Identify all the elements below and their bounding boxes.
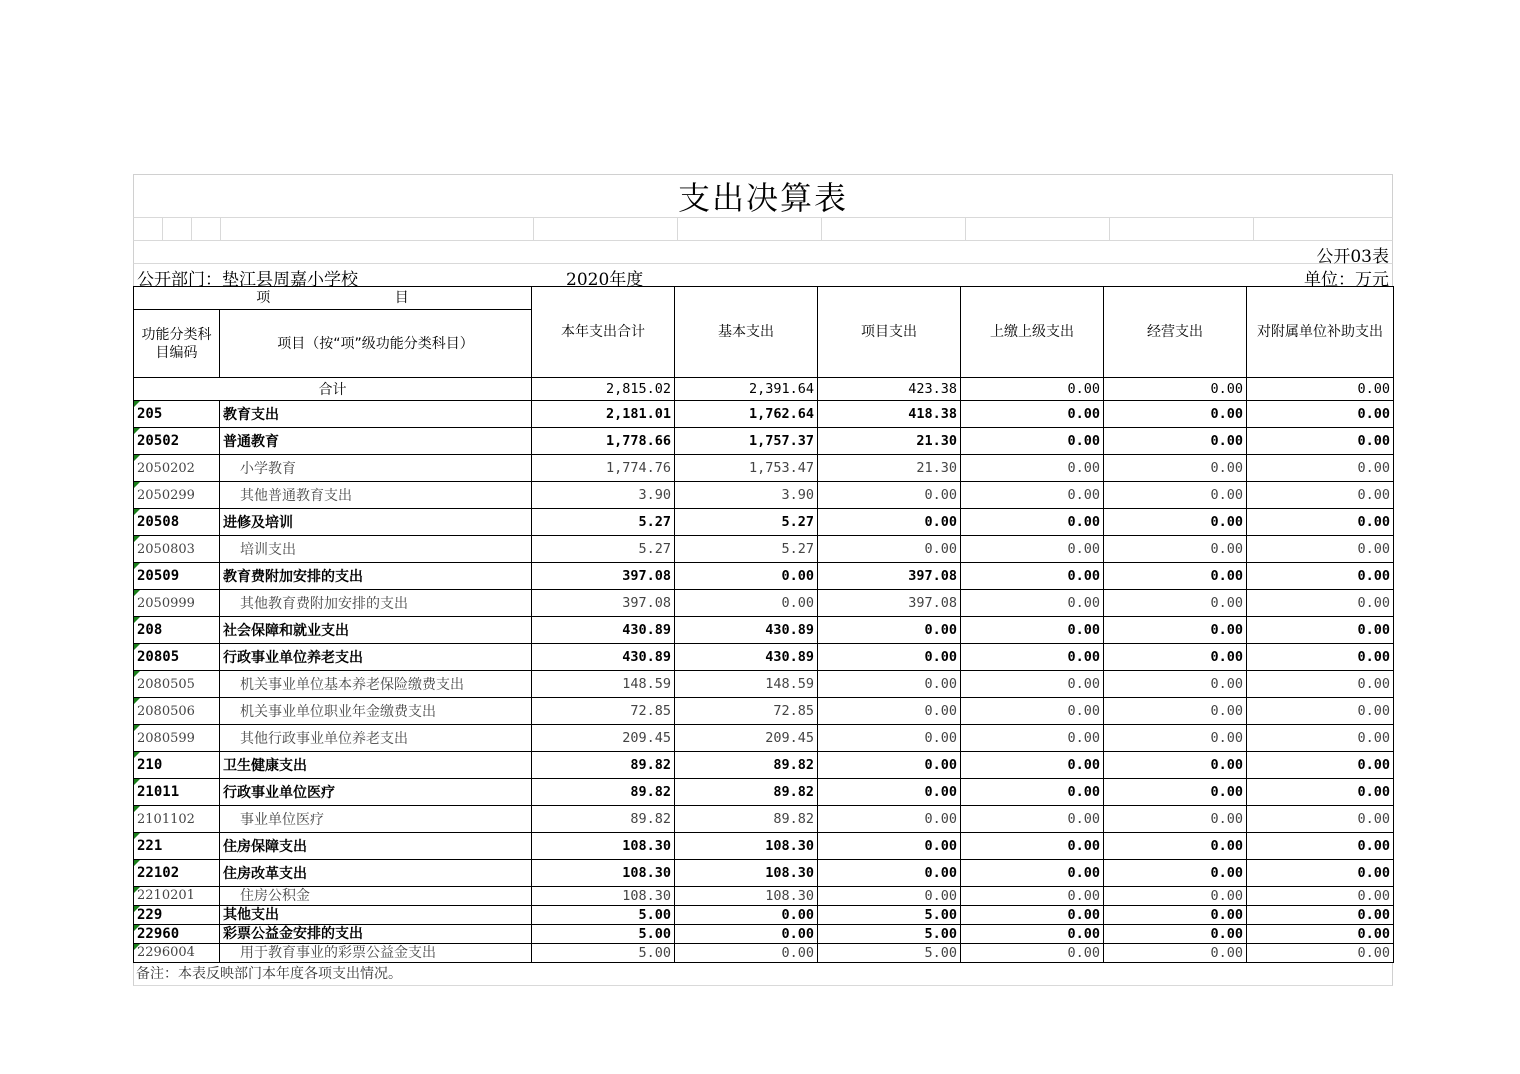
row-value: 0.00 — [1247, 644, 1394, 671]
row-value: 0.00 — [675, 563, 818, 590]
form-number: 公开03表 — [1316, 247, 1389, 267]
row-value: 0.00 — [1247, 698, 1394, 725]
row-value: 0.00 — [1247, 590, 1394, 617]
row-value: 0.00 — [818, 806, 961, 833]
row-value: 89.82 — [675, 779, 818, 806]
row-value: 0.00 — [1104, 482, 1247, 509]
row-value: 0.00 — [1247, 671, 1394, 698]
row-value: 0.00 — [818, 698, 961, 725]
row-value: 0.00 — [1104, 833, 1247, 860]
header-upper: 上缴上级支出 — [961, 287, 1104, 378]
row-value: 0.00 — [961, 401, 1104, 428]
table-row — [134, 671, 1394, 698]
row-name: 进修及培训 — [220, 509, 532, 536]
table-row — [134, 860, 1394, 887]
total-value: 0.00 — [1104, 378, 1247, 401]
header-name: 项目（按“项”级功能分类科目） — [220, 310, 532, 378]
row-name: 社会保障和就业支出 — [220, 617, 532, 644]
row-value: 0.00 — [1247, 860, 1394, 887]
row-value: 0.00 — [1104, 671, 1247, 698]
row-name: 机关事业单位职业年金缴费支出 — [220, 698, 532, 725]
row-value: 0.00 — [1104, 779, 1247, 806]
row-value: 0.00 — [961, 617, 1104, 644]
page-title: 支出决算表 — [677, 179, 848, 217]
header-subsidy: 对附属单位补助支出 — [1247, 287, 1394, 378]
row-value: 0.00 — [1104, 617, 1247, 644]
table-row — [134, 455, 1394, 482]
row-name: 行政事业单位养老支出 — [220, 644, 532, 671]
row-value: 0.00 — [1247, 401, 1394, 428]
row-name: 教育费附加安排的支出 — [220, 563, 532, 590]
row-name: 住房保障支出 — [220, 833, 532, 860]
row-name: 事业单位医疗 — [220, 806, 532, 833]
row-code: 210 — [134, 752, 220, 779]
row-code: 22960 — [134, 925, 220, 944]
row-value: 0.00 — [1247, 455, 1394, 482]
row-value: 397.08 — [532, 563, 675, 590]
row-name: 卫生健康支出 — [220, 752, 532, 779]
row-code: 22102 — [134, 860, 220, 887]
row-value: 0.00 — [818, 671, 961, 698]
row-code: 21011 — [134, 779, 220, 806]
header-code: 功能分类科目编码 — [134, 310, 220, 378]
row-name: 住房公积金 — [220, 887, 532, 906]
row-value: 430.89 — [532, 617, 675, 644]
row-value: 0.00 — [961, 887, 1104, 906]
row-name: 彩票公益金安排的支出 — [220, 925, 532, 944]
row-code: 205 — [134, 401, 220, 428]
row-code: 208 — [134, 617, 220, 644]
row-name: 小学教育 — [220, 455, 532, 482]
row-value: 0.00 — [1247, 509, 1394, 536]
row-value: 0.00 — [818, 725, 961, 752]
row-value: 430.89 — [532, 644, 675, 671]
row-value: 148.59 — [532, 671, 675, 698]
table-header — [134, 287, 1394, 378]
row-value: 0.00 — [818, 887, 961, 906]
table-row — [134, 644, 1394, 671]
row-name: 教育支出 — [220, 401, 532, 428]
row-value: 72.85 — [675, 698, 818, 725]
row-name: 其他支出 — [220, 906, 532, 925]
row-value: 2,181.01 — [532, 401, 675, 428]
row-value: 0.00 — [1247, 563, 1394, 590]
row-code: 2050803 — [134, 536, 220, 563]
row-value: 0.00 — [961, 671, 1104, 698]
row-name: 其他普通教育支出 — [220, 482, 532, 509]
table-row — [134, 833, 1394, 860]
row-value: 0.00 — [1247, 779, 1394, 806]
row-value: 0.00 — [961, 644, 1104, 671]
row-value: 0.00 — [1247, 428, 1394, 455]
row-value: 0.00 — [1247, 833, 1394, 860]
table-row — [134, 779, 1394, 806]
row-value: 0.00 — [961, 563, 1104, 590]
footnote: 备注：本表反映部门本年度各项支出情况。 — [133, 963, 1393, 986]
row-value: 0.00 — [818, 536, 961, 563]
row-value: 0.00 — [961, 925, 1104, 944]
table-row — [134, 752, 1394, 779]
table-row — [134, 925, 1394, 944]
row-value: 3.90 — [675, 482, 818, 509]
row-name: 行政事业单位医疗 — [220, 779, 532, 806]
row-code: 2080505 — [134, 671, 220, 698]
row-value: 0.00 — [961, 698, 1104, 725]
table-row — [134, 698, 1394, 725]
expenditure-table — [133, 286, 1394, 963]
row-value: 89.82 — [532, 779, 675, 806]
row-value: 430.89 — [675, 644, 818, 671]
row-value: 0.00 — [961, 482, 1104, 509]
row-value: 5.00 — [532, 906, 675, 925]
row-code: 2050202 — [134, 455, 220, 482]
row-value: 0.00 — [1104, 925, 1247, 944]
row-value: 0.00 — [961, 590, 1104, 617]
row-code: 2080506 — [134, 698, 220, 725]
row-value: 0.00 — [818, 509, 961, 536]
row-value: 430.89 — [675, 617, 818, 644]
row-code: 2050999 — [134, 590, 220, 617]
row-value: 0.00 — [1247, 617, 1394, 644]
total-row — [134, 378, 1394, 401]
table-row — [134, 428, 1394, 455]
row-value: 5.00 — [532, 925, 675, 944]
row-value: 0.00 — [961, 428, 1104, 455]
row-value: 0.00 — [1104, 563, 1247, 590]
row-value: 0.00 — [961, 833, 1104, 860]
row-code: 2101102 — [134, 806, 220, 833]
row-value: 0.00 — [1104, 509, 1247, 536]
row-value: 5.00 — [818, 944, 961, 963]
row-value: 0.00 — [1104, 428, 1247, 455]
spreadsheet-page — [133, 174, 1393, 986]
table-row — [134, 590, 1394, 617]
row-value: 209.45 — [532, 725, 675, 752]
row-value: 89.82 — [675, 806, 818, 833]
table-row — [134, 401, 1394, 428]
row-value: 0.00 — [1247, 906, 1394, 925]
row-value: 148.59 — [675, 671, 818, 698]
row-code: 20502 — [134, 428, 220, 455]
row-value: 397.08 — [532, 590, 675, 617]
row-value: 0.00 — [818, 860, 961, 887]
row-code: 20509 — [134, 563, 220, 590]
table-row — [134, 509, 1394, 536]
row-value: 0.00 — [1104, 536, 1247, 563]
row-value: 72.85 — [532, 698, 675, 725]
row-value: 89.82 — [532, 752, 675, 779]
row-name: 用于教育事业的彩票公益金支出 — [220, 944, 532, 963]
row-value: 5.27 — [675, 509, 818, 536]
row-value: 0.00 — [1104, 860, 1247, 887]
row-code: 2080599 — [134, 725, 220, 752]
row-value: 0.00 — [1247, 806, 1394, 833]
row-value: 1,778.66 — [532, 428, 675, 455]
table-row — [134, 563, 1394, 590]
header-basic: 基本支出 — [675, 287, 818, 378]
row-value: 0.00 — [818, 617, 961, 644]
row-name: 普通教育 — [220, 428, 532, 455]
header-xiangmu: 项 目 — [134, 287, 532, 310]
department-label: 公开部门：垫江县周嘉小学校 — [137, 270, 358, 290]
row-value: 0.00 — [961, 752, 1104, 779]
row-value: 89.82 — [675, 752, 818, 779]
row-value: 108.30 — [532, 860, 675, 887]
row-value: 0.00 — [1104, 725, 1247, 752]
row-code: 221 — [134, 833, 220, 860]
row-value: 0.00 — [1247, 887, 1394, 906]
row-value: 1,757.37 — [675, 428, 818, 455]
row-value: 0.00 — [818, 779, 961, 806]
row-value: 0.00 — [1104, 590, 1247, 617]
row-value: 0.00 — [675, 925, 818, 944]
row-value: 0.00 — [1104, 752, 1247, 779]
row-value: 21.30 — [818, 428, 961, 455]
row-value: 0.00 — [1247, 925, 1394, 944]
blank-row — [133, 218, 1393, 241]
total-value: 2,815.02 — [532, 378, 675, 401]
row-value: 0.00 — [961, 455, 1104, 482]
table-row — [134, 482, 1394, 509]
row-value: 1,753.47 — [675, 455, 818, 482]
row-name: 机关事业单位基本养老保险缴费支出 — [220, 671, 532, 698]
table-body — [134, 378, 1394, 963]
row-value: 0.00 — [961, 906, 1104, 925]
row-value: 0.00 — [1104, 806, 1247, 833]
row-value: 89.82 — [532, 806, 675, 833]
row-code: 229 — [134, 906, 220, 925]
table-row — [134, 617, 1394, 644]
row-code: 20508 — [134, 509, 220, 536]
table-row — [134, 806, 1394, 833]
row-value: 5.00 — [818, 906, 961, 925]
row-value: 0.00 — [818, 752, 961, 779]
row-value: 1,762.64 — [675, 401, 818, 428]
form-number-row — [133, 241, 1393, 267]
row-value: 5.27 — [532, 536, 675, 563]
row-value: 108.30 — [675, 887, 818, 906]
row-value: 0.00 — [1104, 455, 1247, 482]
row-name: 其他教育费附加安排的支出 — [220, 590, 532, 617]
row-value: 0.00 — [818, 644, 961, 671]
row-name: 住房改革支出 — [220, 860, 532, 887]
row-value: 5.00 — [818, 925, 961, 944]
row-value: 0.00 — [961, 860, 1104, 887]
table-row — [134, 536, 1394, 563]
total-value: 423.38 — [818, 378, 961, 401]
row-code: 2210201 — [134, 887, 220, 906]
row-value: 0.00 — [675, 944, 818, 963]
row-value: 0.00 — [1104, 887, 1247, 906]
row-value: 5.00 — [532, 944, 675, 963]
header-total: 本年支出合计 — [532, 287, 675, 378]
row-value: 0.00 — [1104, 644, 1247, 671]
row-value: 397.08 — [818, 590, 961, 617]
row-value: 0.00 — [1104, 698, 1247, 725]
header-project: 项目支出 — [818, 287, 961, 378]
total-label: 合计 — [134, 378, 532, 401]
row-value: 0.00 — [961, 725, 1104, 752]
table-row — [134, 887, 1394, 906]
row-value: 0.00 — [1247, 725, 1394, 752]
row-value: 397.08 — [818, 563, 961, 590]
row-value: 0.00 — [1104, 944, 1247, 963]
meta-row — [133, 264, 1393, 290]
table-row — [134, 725, 1394, 752]
row-value: 0.00 — [675, 906, 818, 925]
row-value: 108.30 — [532, 887, 675, 906]
header-business: 经营支出 — [1104, 287, 1247, 378]
row-value: 0.00 — [1104, 401, 1247, 428]
title-row — [133, 174, 1393, 218]
row-name: 其他行政事业单位养老支出 — [220, 725, 532, 752]
row-value: 108.30 — [675, 860, 818, 887]
unit-label: 单位：万元 — [1304, 270, 1389, 290]
row-value: 1,774.76 — [532, 455, 675, 482]
row-value: 5.27 — [532, 509, 675, 536]
row-value: 0.00 — [961, 779, 1104, 806]
table-row — [134, 944, 1394, 963]
row-value: 0.00 — [961, 944, 1104, 963]
row-value: 21.30 — [818, 455, 961, 482]
row-code: 2296004 — [134, 944, 220, 963]
row-value: 0.00 — [1104, 906, 1247, 925]
total-value: 2,391.64 — [675, 378, 818, 401]
row-value: 0.00 — [818, 482, 961, 509]
row-value: 0.00 — [1247, 752, 1394, 779]
table-row — [134, 906, 1394, 925]
total-value: 0.00 — [961, 378, 1104, 401]
row-code: 20805 — [134, 644, 220, 671]
row-value: 3.90 — [532, 482, 675, 509]
row-name: 培训支出 — [220, 536, 532, 563]
row-value: 0.00 — [1247, 536, 1394, 563]
row-value: 108.30 — [675, 833, 818, 860]
row-value: 0.00 — [1247, 944, 1394, 963]
row-value: 0.00 — [675, 590, 818, 617]
fiscal-year: 2020年度 — [566, 270, 644, 290]
row-value: 108.30 — [532, 833, 675, 860]
row-value: 418.38 — [818, 401, 961, 428]
row-value: 209.45 — [675, 725, 818, 752]
row-value: 5.27 — [675, 536, 818, 563]
row-code: 2050299 — [134, 482, 220, 509]
total-value: 0.00 — [1247, 378, 1394, 401]
row-value: 0.00 — [961, 536, 1104, 563]
row-value: 0.00 — [961, 509, 1104, 536]
row-value: 0.00 — [818, 833, 961, 860]
row-value: 0.00 — [961, 806, 1104, 833]
row-value: 0.00 — [1247, 482, 1394, 509]
